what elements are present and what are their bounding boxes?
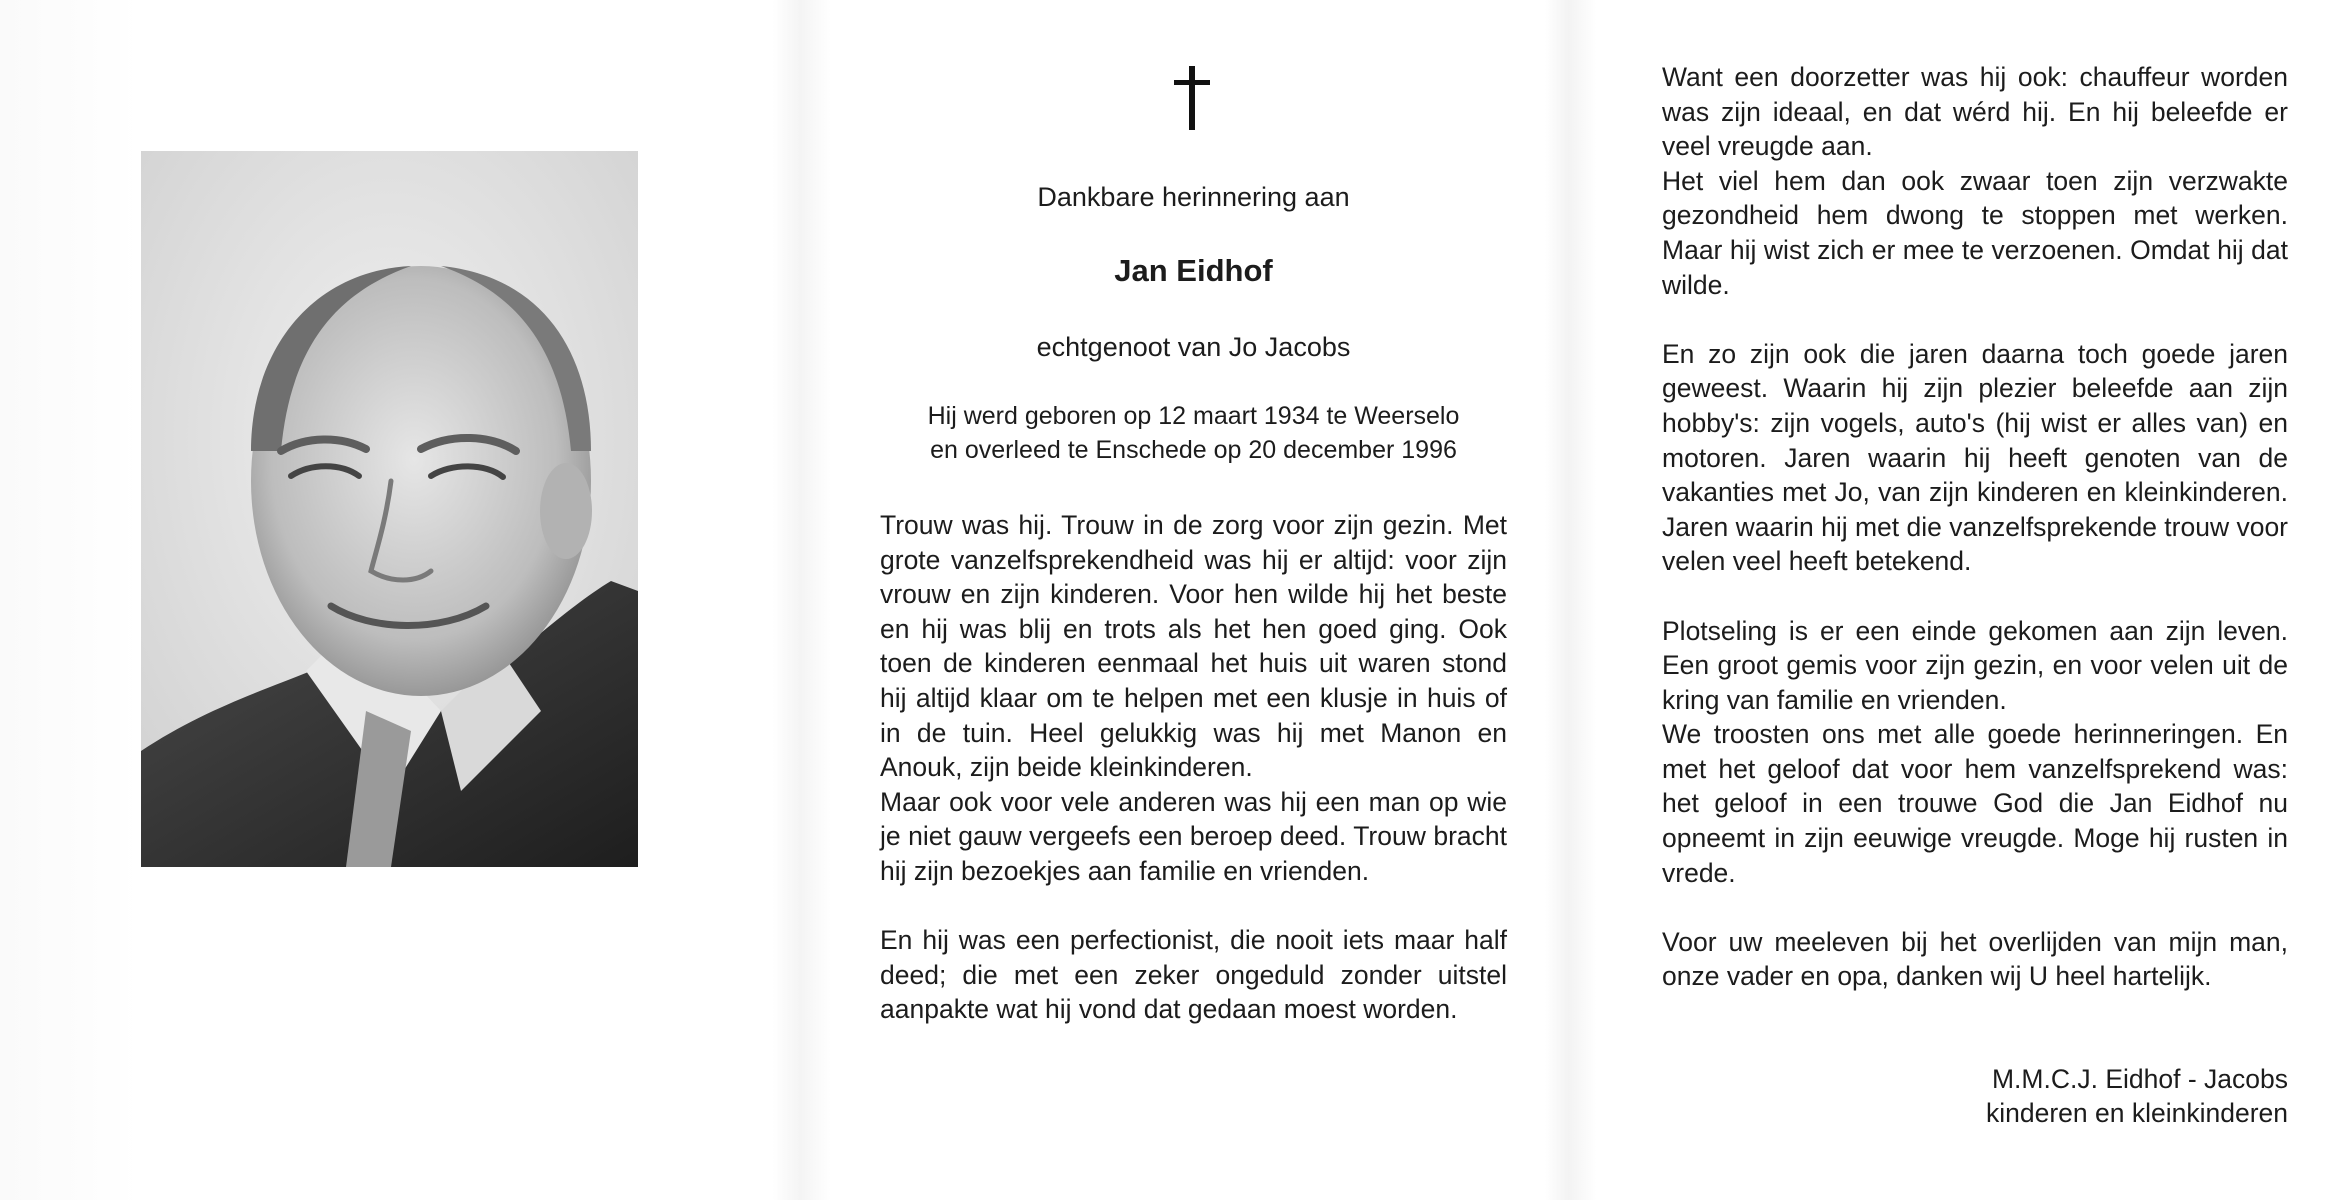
deceased-name: Jan Eidhof	[1114, 253, 1273, 288]
spouse-line: echtgenoot van Jo Jacobs	[1036, 332, 1351, 362]
right-text-block	[1662, 60, 2288, 994]
paragraph: Het viel hem dan ook zwaar toen zijn verzwakte gezondheid hem dwong te stoppen met werken. Maar hij wist zich er mee te verzoenen. Omdat hij dat wilde.	[1662, 165, 2288, 300]
middle-text-block	[880, 508, 1507, 1027]
signature-name: M.M.C.J. Eidhof - Jacobs	[1991, 1064, 2288, 1094]
intro-heading: Dankbare herinnering aan	[1037, 182, 1350, 212]
portrait-illustration	[141, 151, 638, 867]
paragraph: Plotseling is er een einde gekomen aan zijn leven. Een groot gemis voor zijn gezin, en voor velen uit de kring van familie en vrienden.	[1662, 615, 2288, 715]
paragraph: We troosten ons met alle goede herinneringen. En met het geloof dat voor hem vanzelfsprekend was: het geloof in een trouwe God die Jan Eidhof nu opneemt in zijn eeuwige vreugde. Moge hij rusten in vrede.	[1662, 719, 2288, 888]
death-line: en overleed te Enschede op 20 december 1996	[930, 436, 1457, 464]
birth-line: Hij werd geboren op 12 maart 1934 te Weerselo	[927, 402, 1460, 430]
signature-family: kinderen en kleinkinderen	[1985, 1098, 2288, 1128]
portrait-photo	[141, 151, 638, 867]
latin-cross-icon	[1162, 62, 1222, 132]
paragraph: En zo zijn ook die jaren daarna toch goede jaren geweest. Waarin hij zijn plezier beleefde aan zijn hobby's: zijn vogels, auto's (hij wist er alles van) en motoren. Jaren waarin hij heeft genoten van de vakanties met Jo, van zijn kinderen en kleinkinderen. Jaren waarin hij met die vanzelfsprekende trouw voor velen veel heeft betekend.	[1662, 338, 2289, 577]
paragraph: En hij was een perfectionist, die nooit iets maar half deed; die met een zeker ongeduld zonder uitstel aanpakte wat hij vond dat gedaan moest worden.	[880, 925, 1507, 1025]
paragraph: Maar ook voor vele anderen was hij een man op wie je niet gauw vergeefs een beroep deed. Trouw bracht hij zijn bezoekjes aan familie en vrienden.	[880, 786, 1507, 886]
paragraph: Trouw was hij. Trouw in de zorg voor zijn gezin. Met grote vanzelfsprekendheid was hij er altijd: voor zijn vrouw en zijn kinderen. Voor hen wilde hij het beste en hij was blij en trots als het hen goed ging. Ook toen de kinderen eenmaal het huis uit waren stond hij altijd klaar om te helpen met een klusje in huis of in de tuin. Heel gelukkig was hij met Manon en Anouk, zijn beide kleinkinderen.	[880, 510, 1507, 783]
paragraph: Want een doorzetter was hij ook: chauffeur worden was zijn ideaal, en dat wérd hij. En hij beleefde er veel vreugde aan.	[1662, 62, 2288, 162]
paragraph: Voor uw meeleven bij het overlijden van mijn man, onze vader en opa, danken wij U heel hartelijk.	[1662, 926, 2288, 992]
